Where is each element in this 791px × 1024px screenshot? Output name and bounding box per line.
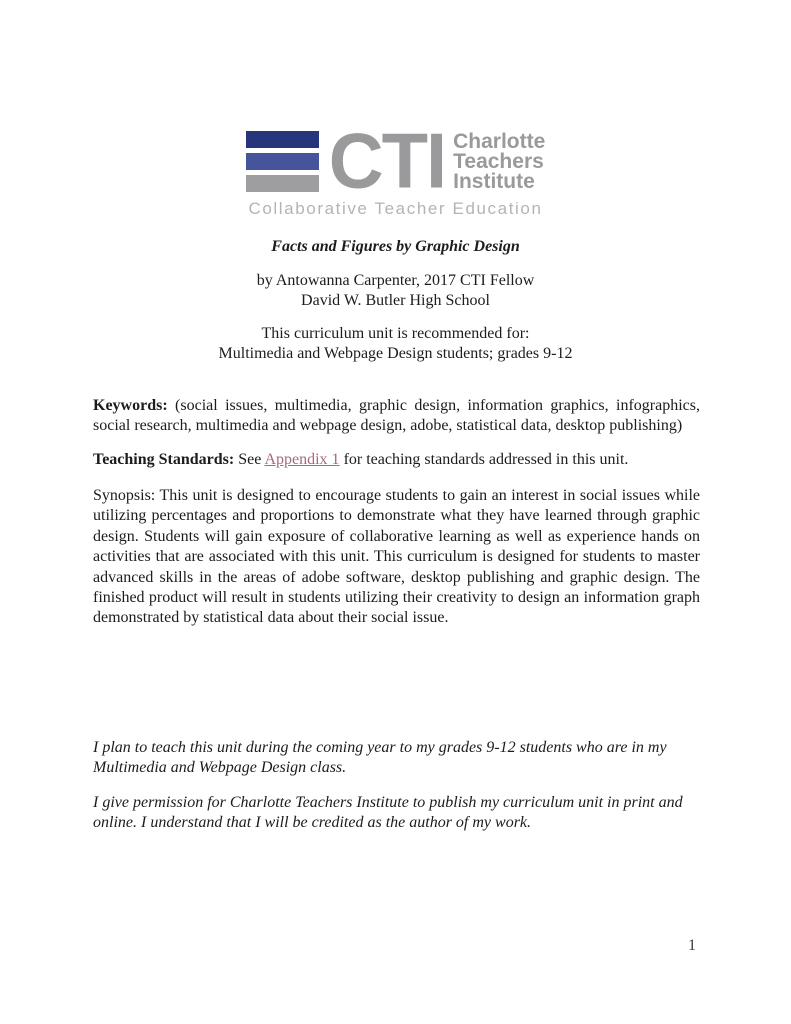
keywords-paragraph [93,396,700,437]
document-title: Facts and Figures by Graphic Design [271,238,520,255]
logo-name-line-1: Charlotte [453,129,546,153]
cti-logo [0,118,791,219]
recommendation-line-1: This curriculum unit is recommended for: [261,325,530,342]
cti-logo-main [246,118,546,205]
appendix-1-link[interactable]: Appendix 1 [264,451,340,468]
teaching-standards-pre: See [234,451,265,468]
logo-name-line-3: Institute [453,169,535,193]
logo-name-line-2: Teachers [453,149,544,173]
permission-statement: I give permission for Charlotte Teachers Institute to publish my curriculum unit in print and online. I understand that I will be credited as the author of my work. [93,794,683,832]
keywords-text: (social issues, multimedia, graphic design, information graphics, infographics, social research, multimedia and webpage design, adobe, statistical data, desktop publishing) [93,397,700,435]
recommendation-line-2: Multimedia and Webpage Design students; grades 9-12 [218,344,573,362]
cti-institute-name [453,129,546,193]
logo-bar-top [246,131,319,148]
keywords-label: Keywords: [93,397,168,414]
logo-bar-middle [246,153,319,170]
logo-bar-bottom [246,175,319,192]
byline-block [0,271,791,310]
teaching-plan-statement: I plan to teach this unit during the coming year to my grades 9-12 students who are in my Multimedia and Webpage Design class. [93,739,667,777]
teaching-standards-paragraph [93,450,700,470]
page-number: 1 [688,937,696,954]
cti-logo-bars-icon [246,131,319,192]
cti-acronym: CTI [328,118,446,205]
cti-tagline: Collaborative Teacher Education [248,199,543,218]
teaching-standards-label: Teaching Standards: [93,451,235,468]
author-school: David W. Butler High School [301,291,490,309]
synopsis-paragraph: Synopsis: This unit is designed to encourage students to gain an interest in social issues while utilizing percentages and proportions to demonstrate what they have learned through graphic design. Students will gain exposure of collaborative learning as well as experience hands on activities that are associated with this unit. This curriculum is designed for students to master advanced skills in the areas of adobe software, desktop publishing and graphic design. The finished product will result in students utilizing their creativity to design an information graph demonstrated by statistical data about their social issue. [93,487,700,627]
teaching-standards-post: for teaching standards addressed in this unit. [339,451,629,468]
recommendation-block [0,324,791,363]
author-byline: by Antowanna Carpenter, 2017 CTI Fellow [256,272,535,289]
